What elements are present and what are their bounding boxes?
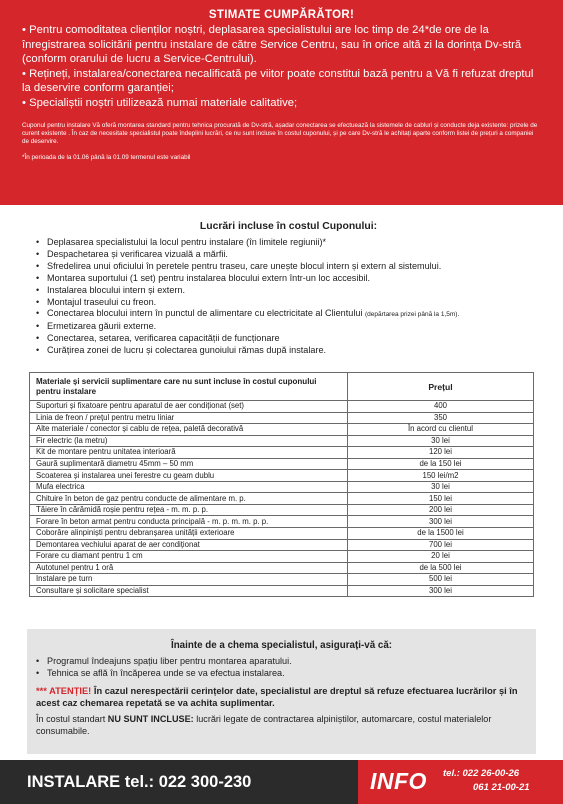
table-row bbox=[30, 481, 534, 493]
list-item: • Instalarea blocului intern și extern. bbox=[36, 285, 541, 297]
list-item: • Deplasarea specialistului la locul pentru instalare (în limitele regiunii)* bbox=[36, 237, 541, 249]
price-cell: 300 lei bbox=[348, 585, 534, 597]
price-cell: 350 bbox=[348, 412, 534, 424]
price-cell: de la 500 lei bbox=[348, 562, 534, 574]
table-header-price: Prețul bbox=[348, 373, 534, 401]
price-cell: 400 bbox=[348, 401, 534, 413]
warning-body: În cazul nerespectării cerințelor date, specialistul are dreptul să refuze efectuarea lucrărilor și în acest caz chemarea repetată se va achita suplimentar. bbox=[36, 685, 518, 708]
service-name-cell: Chituire în beton de gaz pentru conducte de alimentare m. p. bbox=[30, 493, 348, 505]
standard-exclusions bbox=[36, 714, 527, 738]
info-block bbox=[358, 760, 563, 804]
service-name-cell: Gaură suplimentară diametru 45mm – 50 mm bbox=[30, 458, 348, 470]
table-row bbox=[30, 470, 534, 482]
info-label: INFO bbox=[370, 768, 427, 794]
exclusions-prefix: În costul standart bbox=[36, 714, 108, 724]
service-name-cell: Mufa electrica bbox=[30, 481, 348, 493]
info-phone-1[interactable]: tel.: 022 26-00-26 bbox=[443, 768, 520, 779]
price-cell: În acord cu clientul bbox=[348, 424, 534, 436]
list-item: • Sfredelirea unui oficiului în peretele pentru traseu, care unește blocul intern și extern al sistemului. bbox=[36, 261, 541, 273]
list-item: • Programul îndeajuns spațiu liber pentru montarea aparatului. bbox=[36, 656, 527, 668]
service-name-cell: Coborâre alinpiniști pentru debranșarea unității exterioare bbox=[30, 528, 348, 540]
header-footnote: *În perioada de la 01.06 până la 01.09 termenul este variabil bbox=[22, 154, 191, 162]
header-paragraph-2: • Rețineți, instalarea/conectarea necalificată pe viitor poate constitui bază pentru a Vă fi refuzat dreptul la deservire conform garanției; bbox=[22, 67, 534, 95]
table-header-services: Materiale și servicii suplimentare care nu sunt incluse în costul cuponului pentru instalare bbox=[30, 373, 348, 401]
list-item: • Curățirea zonei de lucru și colectarea gunoiului rămas după instalare. bbox=[36, 345, 541, 357]
list-item: • Tehnica se află în încăperea unde se va efectua instalarea. bbox=[36, 668, 527, 680]
table-row bbox=[30, 401, 534, 413]
price-cell: de la 1500 lei bbox=[348, 528, 534, 540]
table-row bbox=[30, 574, 534, 586]
table-row bbox=[30, 435, 534, 447]
table-header-row bbox=[30, 373, 534, 401]
service-name-cell: Tăiere în cărămidă roșie pentru rețea - m. m. p. p. bbox=[30, 504, 348, 516]
list-item-note: (depărtarea prizei până la 1,5m). bbox=[364, 311, 460, 319]
price-cell: 200 lei bbox=[348, 504, 534, 516]
install-phone[interactable]: INSTALARE tel.: 022 300-230 bbox=[27, 773, 252, 791]
table-body bbox=[30, 401, 534, 597]
service-name-cell: Autotunel pentru 1 oră bbox=[30, 562, 348, 574]
price-cell: 30 lei bbox=[348, 435, 534, 447]
list-item: • Conectarea, setarea, verificarea capacității de funcționare bbox=[36, 333, 541, 345]
service-name-cell: Scoaterea și instalarea unei ferestre cu geam dublu bbox=[30, 470, 348, 482]
table-row bbox=[30, 504, 534, 516]
header-title: STIMATE CUMPĂRĂTOR! bbox=[208, 9, 355, 21]
table-row bbox=[30, 493, 534, 505]
service-name-cell: Kit de montare pentru unitatea interioară bbox=[30, 447, 348, 459]
list-item: • Montajul traseului cu freon. bbox=[36, 297, 541, 309]
header-fine-print: Cuponul pentru instalare Vă oferă montarea standard pentru tehnica procurată de Dv-stră, așadar conectarea se efectuează la sistemele de cabluri și conducte deja existente: prizele de curent existente . În caz de necesitate specialistul poate îndeplini lucrări, ce nu sunt incluse în costul cuponului, și pe care Dv-stră le achitați aparte conform listei de prețuri a companiei de deservire. bbox=[22, 121, 538, 145]
table-row bbox=[30, 551, 534, 563]
service-name-cell: Consultare și solicitare specialist bbox=[30, 585, 348, 597]
list-item-text: Conectarea blocului intern în punctul de alimentare cu electricitate al Clientului bbox=[47, 308, 363, 319]
warning-text bbox=[36, 685, 527, 709]
included-works-list bbox=[36, 237, 541, 357]
table-row bbox=[30, 412, 534, 424]
header-paragraph-1: • Pentru comoditatea clienților noștri, deplasarea specialistului are loc timp de 24*de ore de la înregistrarea solicitării pentru instalare de către Service Centru, sau în orice altă zi la dorința Dv-stră (conform orarului de lucru a Service-Centrului). bbox=[22, 24, 522, 66]
table-row bbox=[30, 516, 534, 528]
service-name-cell: Fir electric (la metru) bbox=[30, 435, 348, 447]
exclusions-label: NU SUNT INCLUSE: bbox=[107, 714, 194, 724]
table-row bbox=[30, 458, 534, 470]
table-row bbox=[30, 539, 534, 551]
price-cell: 500 lei bbox=[348, 574, 534, 586]
price-cell: 120 lei bbox=[348, 447, 534, 459]
table-row bbox=[30, 585, 534, 597]
service-name-cell: Forare în beton armat pentru conducta principală - m. p. m. m. p. p. bbox=[30, 516, 348, 528]
price-cell: 30 lei bbox=[348, 481, 534, 493]
price-cell: de la 150 lei bbox=[348, 458, 534, 470]
table-row bbox=[30, 447, 534, 459]
table-row bbox=[30, 528, 534, 540]
notice-list bbox=[36, 656, 527, 680]
service-name-cell: Alte materiale / conector și cablu de rețea, paletă decorativă bbox=[30, 424, 348, 436]
list-item: • Ermetizarea găurii externe. bbox=[36, 321, 541, 333]
list-item: • Despachetarea și verificarea vizuală a mărfii. bbox=[36, 249, 541, 261]
info-phone-2[interactable]: 061 21-00-21 bbox=[473, 782, 530, 793]
service-name-cell: Linia de freon / prețul pentru metru liniar bbox=[30, 412, 348, 424]
price-cell: 300 lei bbox=[348, 516, 534, 528]
notice-title: Înainte de a chema specialistul, asigurați-vă că: bbox=[170, 640, 393, 651]
service-name-cell: Instalare pe turn bbox=[30, 574, 348, 586]
list-item bbox=[36, 308, 541, 321]
price-cell: 150 lei bbox=[348, 493, 534, 505]
price-cell: 700 lei bbox=[348, 539, 534, 551]
extra-services-price-table bbox=[29, 372, 534, 597]
service-name-cell: Suporturi și fixatoare pentru aparatul de aer condiționat (set) bbox=[30, 401, 348, 413]
before-calling-notice bbox=[27, 629, 536, 754]
price-cell: 150 lei/m2 bbox=[348, 470, 534, 482]
included-works-section bbox=[36, 221, 541, 357]
table-row bbox=[30, 424, 534, 436]
exclusions-body: lucrări legate de contractarea alpiniștilor, automarcare, costul materialelor consumabile. bbox=[36, 714, 492, 736]
service-name-cell: Demontarea vechiului aparat de aer condiționat bbox=[30, 539, 348, 551]
customer-notice-header bbox=[0, 0, 563, 205]
table-row bbox=[30, 562, 534, 574]
included-works-title: Lucrări incluse în costul Cuponului: bbox=[199, 221, 378, 232]
service-name-cell: Forare cu diamant pentru 1 cm bbox=[30, 551, 348, 563]
warning-label: *** ATENȚIE! bbox=[36, 685, 92, 696]
footer-bar bbox=[0, 760, 563, 804]
list-item: • Montarea suportului (1 set) pentru instalarea blocului extern într-un loc accesibil. bbox=[36, 273, 541, 285]
header-paragraph-3: • Specialiștii noștri utilizează numai materiale calitative; bbox=[22, 96, 298, 109]
price-cell: 20 lei bbox=[348, 551, 534, 563]
